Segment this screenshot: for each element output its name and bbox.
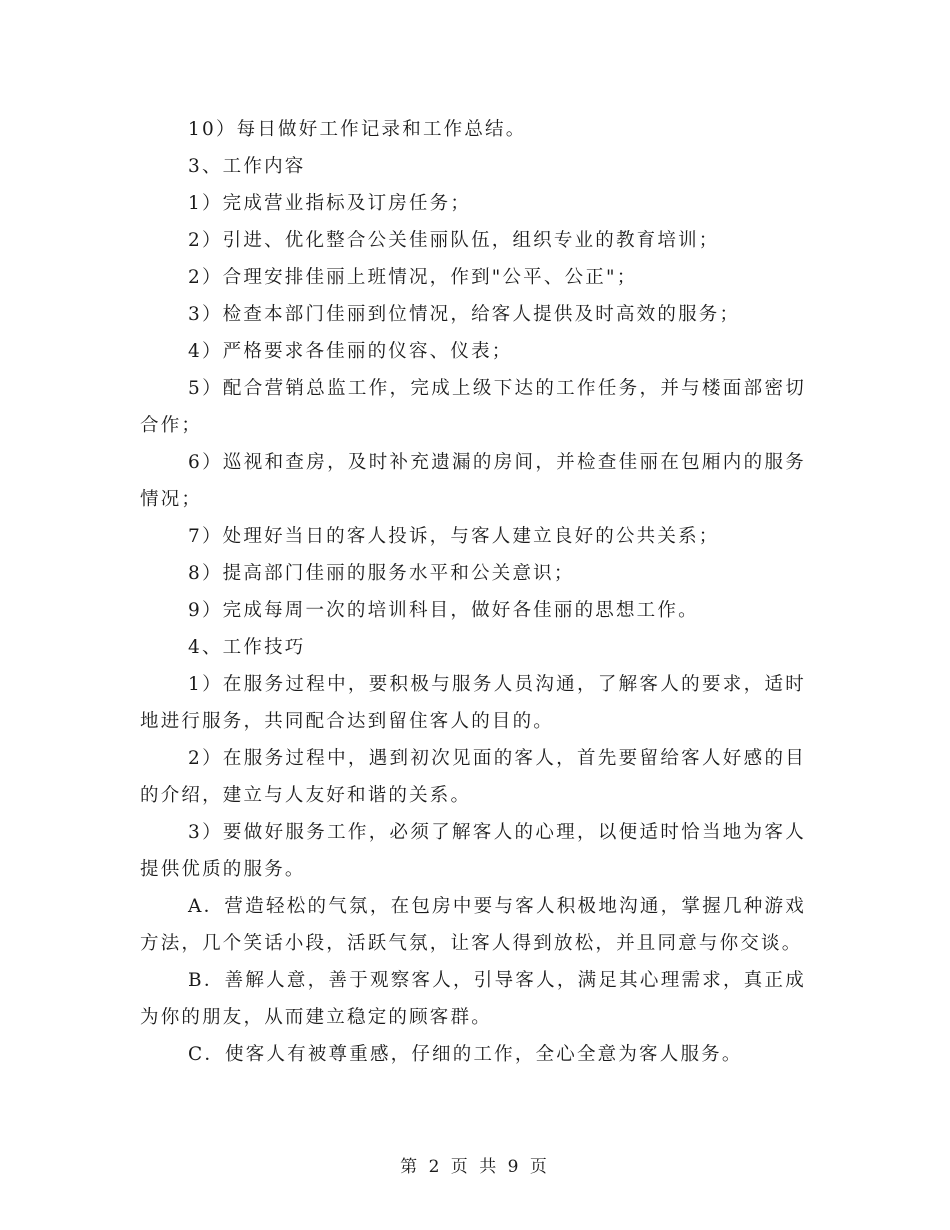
document-body <box>140 111 806 1073</box>
paragraph: 3）要做好服务工作，必须了解客人的心理，以便适时恰当地为客人提供优质的服务。 <box>140 822 806 880</box>
paragraph: 4）严格要求各佳丽的仪容、仪表； <box>188 341 513 362</box>
paragraph: 2）在服务过程中，遇到初次见面的客人，首先要留给客人好感的目的介绍，建立与人友好和谐的关系。 <box>140 748 806 806</box>
paragraph: 8）提高部门佳丽的服务水平和公关意识； <box>188 563 575 584</box>
paragraph: 1）在服务过程中，要积极与服务人员沟通，了解客人的要求，适时地进行服务，共同配合达到留住客人的目的。 <box>140 674 806 732</box>
paragraph: B．善解人意，善于观察客人，引导客人，满足其心理需求，真正成为你的朋友，从而建立稳定的顾客群。 <box>140 970 806 1028</box>
paragraph: 6）巡视和查房，及时补充遗漏的房间，并检查佳丽在包厢内的服务情况； <box>140 452 806 510</box>
paragraph: 7）处理好当日的客人投诉，与客人建立良好的公共关系； <box>188 526 720 547</box>
paragraph: 2）引进、优化整合公关佳丽队伍，组织专业的教育培训； <box>188 230 720 251</box>
paragraph: 1）完成营业指标及订房任务； <box>188 193 472 214</box>
paragraph: C．使客人有被尊重感，仔细的工作，全心全意为客人服务。 <box>188 1044 743 1065</box>
paragraph: 9）完成每周一次的培训科目，做好各佳丽的思想工作。 <box>188 600 699 621</box>
paragraph: 5）配合营销总监工作，完成上级下达的工作任务，并与楼面部密切合作； <box>140 378 806 436</box>
section-heading: 3、工作内容 <box>188 156 306 177</box>
paragraph: 10）每日做好工作记录和工作总结。 <box>188 119 527 140</box>
paragraph: A．营造轻松的气氛，在包房中要与客人积极地沟通，掌握几种游戏方法，几个笑话小段，活跃气氛，让客人得到放松，并且同意与你交谈。 <box>140 896 806 954</box>
paragraph: 2）合理安排佳丽上班情况，作到"公平、公正"； <box>188 267 638 288</box>
page-number-footer: 第 2 页 共 9 页 <box>400 1157 550 1177</box>
paragraph: 3）检查本部门佳丽到位情况，给客人提供及时高效的服务； <box>188 304 741 325</box>
section-heading: 4、工作技巧 <box>188 637 306 658</box>
